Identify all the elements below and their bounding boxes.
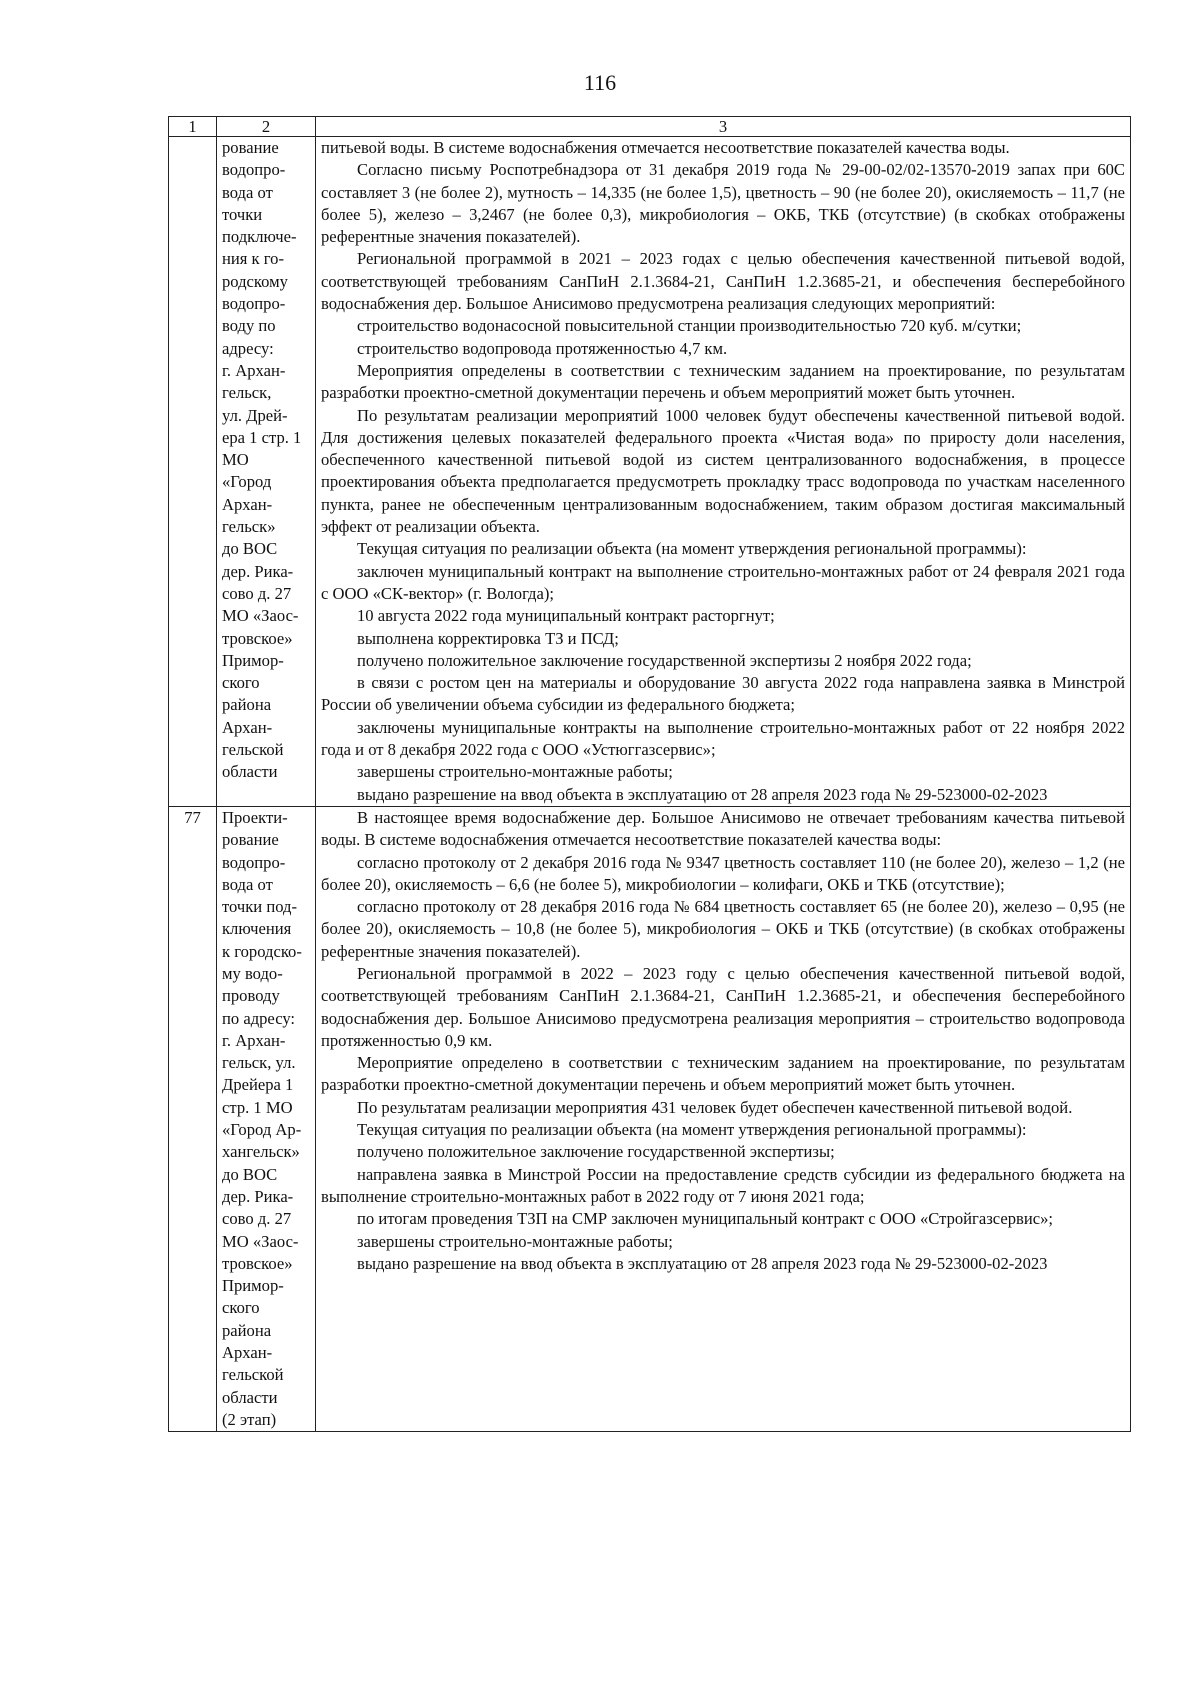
description-paragraph: Мероприятие определено в соответствии с техническим заданием на проектирование, по результатам разработки проектно-сметной документации перечень и объем мероприятий может быть уточнен. <box>321 1053 1125 1095</box>
description-paragraph: Региональной программой в 2021 – 2023 годах с целью обеспечения качественной питьевой водой, соответствующей требованиям СанПиН 2.1.3684-21, СанПиН 1.2.3685-21, и обеспечения бесперебойного водоснабжения дер. Большое Анисимово предусмотрена реализация следующих мероприятий: <box>321 249 1125 314</box>
object-name-line: «Город Ар- <box>222 1120 302 1140</box>
description-paragraph: питьевой воды. В системе водоснабжения отмечается несоответствие показателей качества воды. <box>321 138 1010 157</box>
object-name-line: по адресу: <box>222 1008 296 1028</box>
object-name-line: рование <box>222 830 279 850</box>
object-name-line: тровское» <box>222 628 293 648</box>
description-paragraph: выдано разрешение на ввод объекта в эксплуатацию от 28 апреля 2023 года № 29-523000-02-2023 <box>357 784 1048 804</box>
description-paragraph: строительство водопровода протяженностью 4,7 км. <box>357 338 728 358</box>
description-paragraph: выполнена корректировка ТЗ и ПСД; <box>357 628 619 648</box>
object-name-line: вода от <box>222 182 273 202</box>
object-name-line: подключе- <box>222 227 297 247</box>
table-row <box>169 806 1131 1431</box>
object-name-line: ера 1 стр. 1 <box>222 427 302 447</box>
object-name-line: воду по <box>222 316 276 336</box>
description-cell <box>316 137 1131 807</box>
object-name-line: района <box>222 695 272 715</box>
description-paragraph: Текущая ситуация по реализации объекта (на момент утверждения региональной программы): <box>357 539 1027 559</box>
object-name-line: г. Архан- <box>222 1030 286 1050</box>
description-paragraph: выдано разрешение на ввод объекта в эксплуатацию от 28 апреля 2023 года № 29-523000-02-2023 <box>357 1253 1048 1273</box>
object-name-line: гельск» <box>222 517 276 537</box>
object-name-line: Архан- <box>222 717 273 737</box>
description-paragraph: по итогам проведения ТЗП на СМР заключен муниципальный контракт с ООО «Стройгазсервис»; <box>357 1209 1054 1229</box>
object-name-line: Дрейера 1 <box>222 1075 294 1095</box>
object-name-line: стр. 1 МО <box>222 1097 293 1117</box>
object-name-line: ключения <box>222 919 292 939</box>
object-name-line: проводу <box>222 986 280 1006</box>
column-header-1: 1 <box>169 117 217 137</box>
description-paragraph: согласно протоколу от 28 декабря 2016 года № 684 цветность составляет 65 (не более 20), железо – 0,95 (не более 20), окисляемость – 10,8 (не более 5), микробиология – ОКБ и ТКБ (отсутствие) (в скобках отображены референтные значения показателей). <box>321 897 1125 961</box>
description-paragraph: получено положительное заключение государственной экспертизы 2 ноября 2022 года; <box>357 650 972 670</box>
description-paragraph: 10 августа 2022 года муниципальный контракт расторгнут; <box>357 606 775 626</box>
object-name-line: к городско- <box>222 941 302 961</box>
object-name-line: точки <box>222 204 263 224</box>
object-name-line: гельской <box>222 1365 284 1385</box>
object-name-line: МО «Заос- <box>222 606 299 626</box>
object-name-line: рование <box>222 138 279 157</box>
object-name-line: г. Архан- <box>222 360 286 380</box>
description-paragraph: заключены муниципальные контракты на выполнение строительно-монтажных работ от 22 ноября 2022 года и от 8 декабря 2022 года с ООО «Устюггазсервис»; <box>321 717 1125 760</box>
object-name-cell <box>217 137 316 807</box>
object-name-line: точки под- <box>222 897 298 917</box>
object-name-line: адресу: <box>222 338 274 358</box>
object-name-line: до ВОС <box>222 1164 278 1184</box>
object-name-line: тровское» <box>222 1253 293 1273</box>
object-name-line: дер. Рика- <box>222 1186 294 1206</box>
description-paragraph: направлена заявка в Минстрой России на предоставление средств субсидии из федерального бюджета на выполнение строительно-монтажных работ в 2022 году от 7 июня 2021 года; <box>321 1164 1125 1206</box>
table-body <box>169 137 1131 1432</box>
object-name-line: ул. Дрей- <box>222 405 288 425</box>
description-paragraph: Мероприятия определены в соответствии с техническим заданием на проектирование, по результатам разработки проектно-сметной документации перечень и объем мероприятий может быть уточнен. <box>321 360 1125 403</box>
object-name-line: дер. Рика- <box>222 561 294 581</box>
object-name-line: МО <box>222 450 249 470</box>
object-name-line: водопро- <box>222 852 286 872</box>
table-header-row <box>169 117 1131 137</box>
description-paragraph: строительство водонасосной повысительной станции производительностью 720 куб. м/сутки; <box>357 316 1022 336</box>
object-name-line: Примор- <box>222 1276 284 1296</box>
object-name-line: Архан- <box>222 494 273 514</box>
description-cell <box>316 806 1131 1431</box>
description-paragraph: По результатам реализации мероприятия 431 человек будет обеспечен качественной питьевой водой. <box>357 1097 1073 1117</box>
row-number: 77 <box>169 806 217 1431</box>
object-name-line: сово д. 27 <box>222 583 292 603</box>
description-paragraph: Региональной программой в 2022 – 2023 году с целью обеспечения качественной питьевой водой, соответствующей требованиям СанПиН 2.1.3684-21, СанПиН 1.2.3685-21, и обеспечения бесперебойного водоснабжения дер. Большое Анисимово предусмотрена реализация мероприятия – строительство водопровода протяженностью 0,9 км. <box>321 963 1125 1050</box>
object-name-line: МО «Заос- <box>222 1231 299 1251</box>
object-name-line: му водо- <box>222 963 283 983</box>
table-row <box>169 137 1131 807</box>
description-paragraph: Согласно письму Роспотребнадзора от 31 декабря 2019 года № 29-00-02/02-13570-2019 запах при 60С составляет 3 (не более 2), мутность – 14,335 (не более 1,5), цветность – 90 (не более 20), окисляемость – 11,7 (не более 5), железо – 3,2467 (не более 0,3), микробиология – ОКБ, ТКБ (отсутствие) (в скобках отображены референтные значения показателей). <box>321 160 1125 247</box>
object-name-line: ского <box>222 673 260 693</box>
object-name-line: гельск, <box>222 383 272 403</box>
column-header-3: 3 <box>316 117 1131 137</box>
object-name-line: (2 этап) <box>222 1409 277 1429</box>
object-name-line: до ВОС <box>222 539 278 559</box>
object-name-line: области <box>222 762 278 782</box>
object-name-line: родскому <box>222 271 288 291</box>
object-name-line: Проекти- <box>222 807 288 827</box>
object-name-line: области <box>222 1387 278 1407</box>
program-table <box>168 116 1131 1432</box>
object-name-line: Примор- <box>222 650 284 670</box>
description-paragraph: Текущая ситуация по реализации объекта (на момент утверждения региональной программы): <box>357 1120 1027 1140</box>
object-name-line: «Город <box>222 472 272 492</box>
object-name-line: вода от <box>222 874 273 894</box>
page-number: 116 <box>583 70 617 95</box>
description-paragraph: По результатам реализации мероприятий 1000 человек будут обеспечены качественной питьевой водой. Для достижения целевых показателей федерального проекта «Чистая вода» по приросту доли населения, обеспеченного качественной питьевой водой из систем централизованного водоснабжения, в процессе проектирования объекта предполагается предусмотреть прокладку трасс водопровода по участкам населенного пункта, ранее не обеспеченным централизованным водоснабжением, таким образом достигая максимальный эффект от реализации объекта. <box>321 405 1125 537</box>
description-paragraph: согласно протоколу от 2 декабря 2016 года № 9347 цветность составляет 110 (не более 20), железо – 1,2 (не более 20), окисляемость – 6,6 (не более 5), микробиологии – колифаги, ОКБ и ТКБ (отсутствие); <box>321 852 1125 894</box>
object-name-line: района <box>222 1320 272 1340</box>
description-paragraph: в связи с ростом цен на материалы и оборудование 30 августа 2022 года направлена заявка в Минстрой России об увеличении объема субсидии из федерального бюджета; <box>321 673 1125 715</box>
object-name-line: сово д. 27 <box>222 1209 292 1229</box>
column-header-2: 2 <box>217 117 316 137</box>
object-name-line: ния к го- <box>222 249 284 269</box>
object-name-line: ского <box>222 1298 260 1318</box>
object-name-cell <box>217 806 316 1431</box>
object-name-line: гельской <box>222 740 284 760</box>
description-paragraph: завершены строительно-монтажные работы; <box>357 762 673 782</box>
description-paragraph: завершены строительно-монтажные работы; <box>357 1231 673 1251</box>
description-paragraph: заключен муниципальный контракт на выполнение строительно-монтажных работ от 24 февраля 2021 года с ООО «СК-вектор» (г. Вологда); <box>321 561 1125 603</box>
object-name-line: хангельск» <box>222 1142 300 1162</box>
object-name-line: гельск, ул. <box>222 1053 296 1073</box>
description-paragraph: В настоящее время водоснабжение дер. Большое Анисимово не отвечает требованиям качества питьевой воды. В системе водоснабжения отмечается несоответствие показателей качества воды: <box>321 807 1125 850</box>
object-name-line: водопро- <box>222 160 286 180</box>
description-paragraph: получено положительное заключение государственной экспертизы; <box>357 1142 835 1162</box>
row-number <box>169 137 217 807</box>
object-name-line: водопро- <box>222 294 286 314</box>
object-name-line: Архан- <box>222 1343 273 1363</box>
